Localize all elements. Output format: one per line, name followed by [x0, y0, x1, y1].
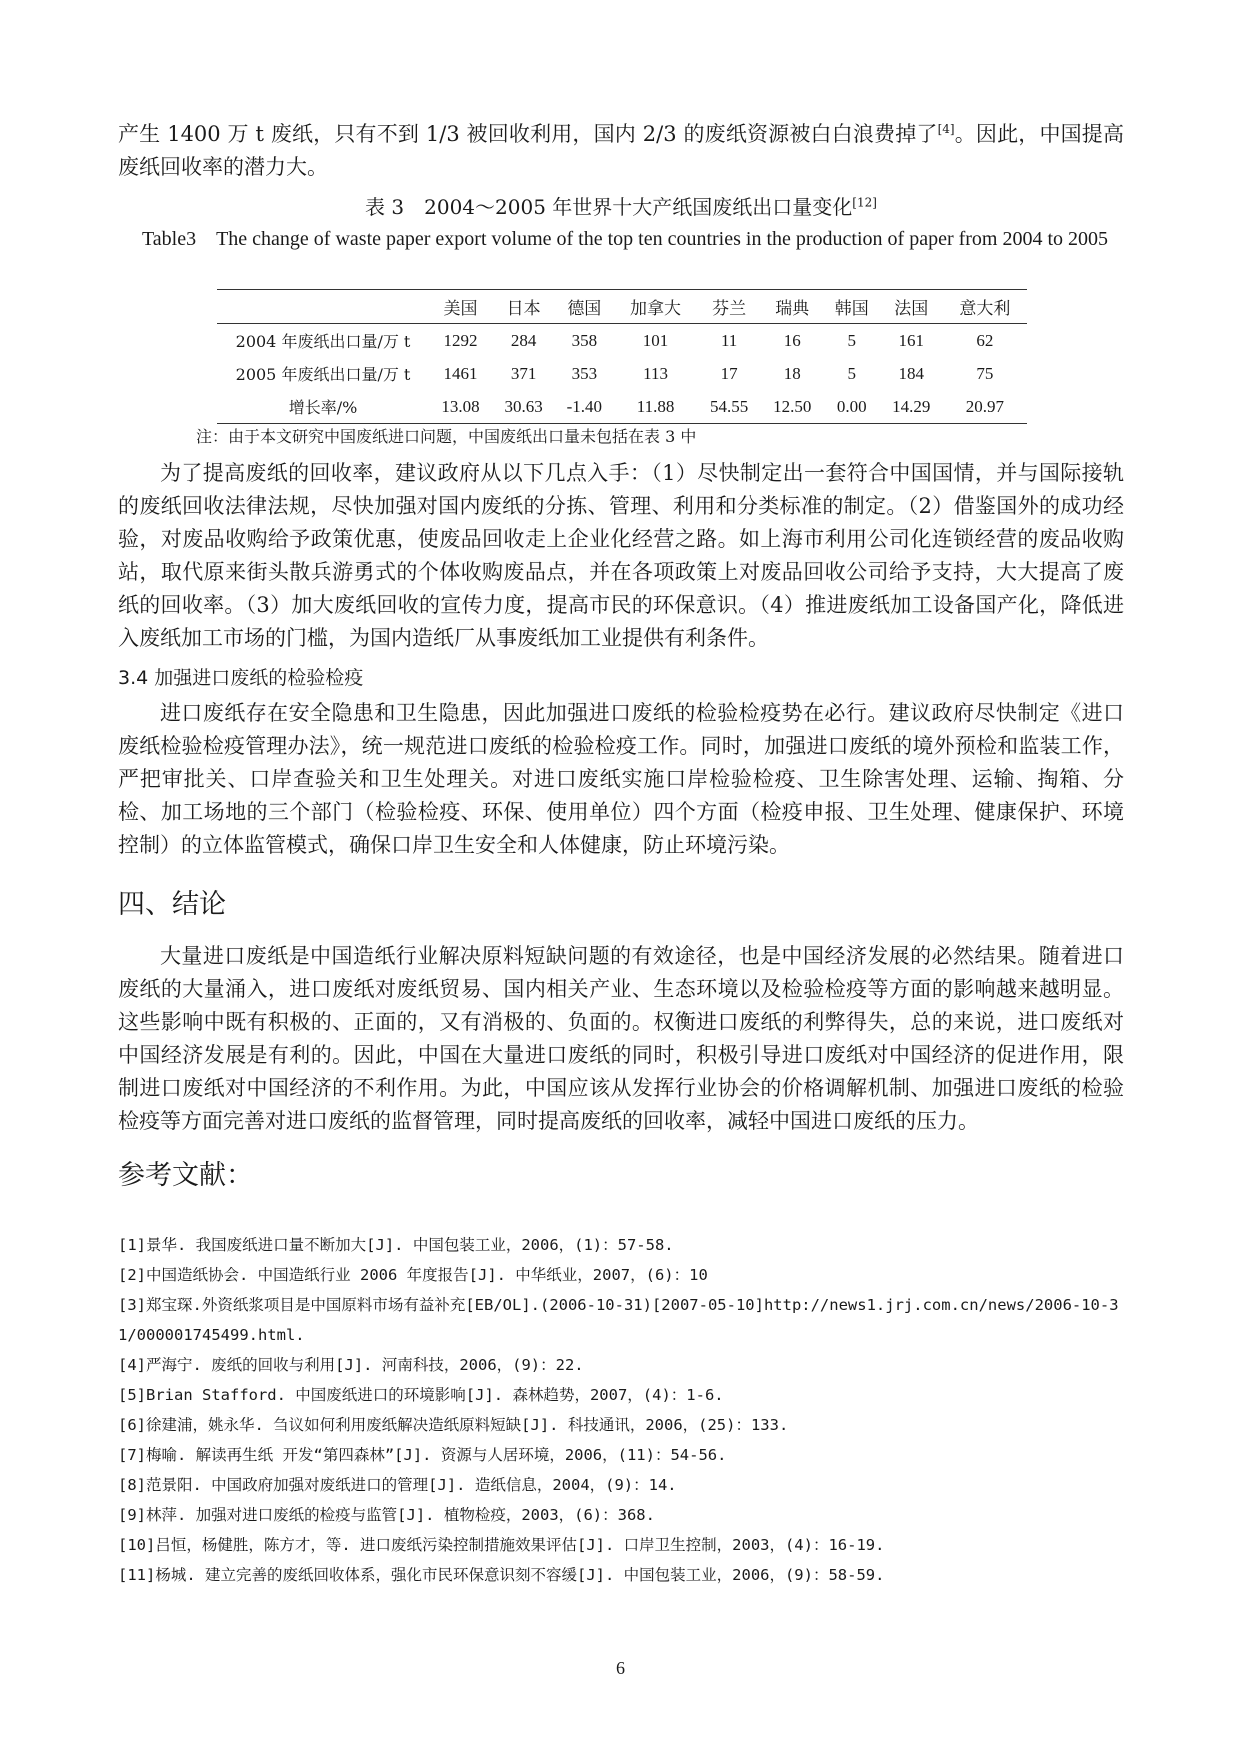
table-header-cell: 瑞典 [761, 290, 824, 324]
table-cell: 161 [898, 330, 925, 350]
table-note: 注：由于本文研究中国废纸进口问题，中国废纸出口量未包括在表 3 中 [196, 427, 697, 446]
reference-item: [9]林萍. 加强对进口废纸的检疫与监管[J]. 植物检疫，2003，(6)：368. [118, 1506, 655, 1524]
table-cell: 353 [571, 363, 598, 383]
table-header-cell: 法国 [880, 290, 943, 324]
table-header-cell: 美国 [429, 290, 492, 324]
table-cell: 5 [847, 363, 856, 383]
table-cell: 30.63 [492, 390, 555, 424]
table-header-cell: 意大利 [943, 290, 1027, 324]
intro-text-end: 。因此，中国提高废纸回收率的潜力大。 [118, 122, 1124, 179]
table-row-label: 增长率/% [217, 390, 429, 424]
table-cell: 5 [847, 330, 856, 350]
table-header-cell: 韩国 [824, 290, 880, 324]
citation-superscript: [4] [937, 122, 955, 136]
reference-item: [6]徐建浦，姚永华. 刍议如何利用废纸解决造纸原料短缺[J]. 科技通讯，2006，(25)：133. [118, 1416, 789, 1434]
table-cell: 11 [720, 330, 738, 350]
table-row [217, 324, 1027, 358]
table-cell: 358 [571, 330, 598, 350]
table-cell: 1292 [443, 330, 478, 350]
table-cell: 75 [976, 363, 994, 383]
table-cell: 284 [510, 330, 537, 350]
table-cell: 12.50 [761, 390, 824, 424]
table-cell: 371 [510, 363, 537, 383]
reference-item: [10]吕恒，杨健胜，陈方才，等. 进口废纸污染控制措施效果评估[J]. 口岸卫生控制，2003，(4)：16-19. [118, 1536, 885, 1554]
section-heading-conclusion: 四、结论 [118, 889, 226, 920]
table-caption-sup: [12] [852, 195, 877, 210]
reference-item: [11]杨城. 建立完善的废纸回收体系，强化市民环保意识刻不容缓[J]. 中国包装工业，2006，(9)：58-59. [118, 1566, 885, 1584]
table-cell: 11.88 [614, 390, 698, 424]
table-cell: 17 [720, 363, 738, 383]
table-cell: 0.00 [824, 390, 880, 424]
reference-item: [7]梅喻. 解读再生纸 开发“第四森林”[J]. 资源与人居环境，2006，(11)：54-56. [118, 1446, 727, 1464]
table-row-label: 2005 年废纸出口量/万 t [235, 365, 411, 384]
table-header-cell: 芬兰 [698, 290, 761, 324]
intro-text: 产生 1400 万 t 废纸，只有不到 1/3 被回收利用，国内 2/3 的废纸资源被白白浪费掉了 [118, 122, 938, 146]
reference-item: [1]景华. 我国废纸进口量不断加大[J]. 中国包装工业，2006，(1)：57-58. [118, 1236, 674, 1254]
table-caption-cn-text: 表 3 2004～2005 年世界十大产纸国废纸出口量变化 [365, 195, 853, 219]
reference-item: [5]Brian Stafford. 中国废纸进口的环境影响[J]. 森林趋势，2007，(4)：1-6. [118, 1386, 724, 1404]
table-cell: 20.97 [943, 390, 1027, 424]
table-cell: 113 [643, 363, 668, 383]
table-header-cell: 加拿大 [614, 290, 698, 324]
table-cell: 18 [783, 363, 801, 383]
table-header-row [217, 290, 1027, 324]
page-number: 6 [616, 1658, 625, 1678]
table-cell: 62 [976, 330, 994, 350]
export-volume-table [217, 289, 1027, 424]
reference-item: [2]中国造纸协会. 中国造纸行业 2006 年度报告[J]. 中华纸业，2007，(6)：10 [118, 1266, 708, 1284]
table-cell: 101 [642, 330, 669, 350]
table-cell: 16 [783, 330, 801, 350]
table-cell: 184 [898, 363, 925, 383]
table-cell: -1.40 [555, 390, 613, 424]
table-header-cell: 德国 [555, 290, 613, 324]
references-heading: 参考文献： [118, 1160, 253, 1191]
conclusion-paragraph: 大量进口废纸是中国造纸行业解决原料短缺问题的有效途径，也是中国经济发展的必然结果。随着进口废纸的大量涌入，进口废纸对废纸贸易、国内相关产业、生态环境以及检验检疫等方面的影响越来越明显。这些影响中既有积极的、正面的，又有消极的、负面的。权衡进口废纸的利弊得失，总的来说，进口废纸对中国经济发展是有利的。因此，中国在大量进口废纸的同时，积极引导进口废纸对中国经济的促进作用，限制进口废纸对中国经济的不利作用。为此，中国应该从发挥行业协会的价格调解机制、加强进口废纸的检验检疫等方面完善对进口废纸的监督管理，同时提高废纸的回收率，减轻中国进口废纸的压力。 [118, 944, 1124, 1133]
table-cell: 14.29 [880, 390, 943, 424]
reference-item: [4]严海宁. 废纸的回收与利用[J]. 河南科技，2006，(9)：22. [118, 1356, 584, 1374]
reference-item: [8]范景阳. 中国政府加强对废纸进口的管理[J]. 造纸信息，2004，(9)：14. [118, 1476, 677, 1494]
intro-paragraph [118, 118, 1124, 184]
section-3-4-paragraph: 进口废纸存在安全隐患和卫生隐患，因此加强进口废纸的检验检疫势在必行。建议政府尽快制定《进口废纸检验检疫管理办法》，统一规范进口废纸的检验检疫工作。同时，加强进口废纸的境外预检和监装工作，严把审批关、口岸查验关和卫生处理关。对进口废纸实施口岸检验检疫、卫生除害处理、运输、掏箱、分检、加工场地的三个部门（检验检疫、环保、使用单位）四个方面（检疫申报、卫生处理、健康保护、环境控制）的立体监管模式，确保口岸卫生安全和人体健康，防止环境污染。 [118, 701, 1124, 857]
table-caption-cn [118, 193, 1124, 222]
table-cell: 1461 [443, 363, 478, 383]
table-cell: 13.08 [429, 390, 492, 424]
table-header-cell: 日本 [492, 290, 555, 324]
reference-item: [3]郑宝琛.外资纸浆项目是中国原料市场有益补充[EB/OL].(2006-10-31)[2007-05-10]http://news1.jrj.com.cn/news/2006-10-31/000001745499.html. [118, 1296, 1119, 1344]
recycle-paragraph: 为了提高废纸的回收率，建议政府从以下几点入手：（1）尽快制定出一套符合中国国情，并与国际接轨的废纸回收法律法规，尽快加强对国内废纸的分拣、管理、利用和分类标准的制定。（2）借鉴国外的成功经验，对废品收购给予政策优惠，使废品回收走上企业化经营之路。如上海市利用公司化连锁经营的废品收购站，取代原来街头散兵游勇式的个体收购废品点，并在各项政策上对废品回收公司给予支持，大大提高了废纸的回收率。（3）加大废纸回收的宣传力度，提高市民的环保意识。（4）推进废纸加工设备国产化，降低进入废纸加工市场的门槛，为国内造纸厂从事废纸加工业提供有利条件。 [118, 461, 1124, 650]
table-row-label: 2004 年废纸出口量/万 t [235, 332, 411, 351]
section-heading-3-4: 3.4 加强进口废纸的检验检疫 [118, 667, 364, 689]
table-row [217, 390, 1027, 424]
table-header-empty [217, 290, 429, 324]
reference-list [118, 1230, 1128, 1590]
table-row [217, 357, 1027, 390]
table-caption-en: Table3 The change of waste paper export volume of the top ten countries in the production of paper from 2004 to 2005 [141, 228, 1109, 250]
table-cell: 54.55 [698, 390, 761, 424]
